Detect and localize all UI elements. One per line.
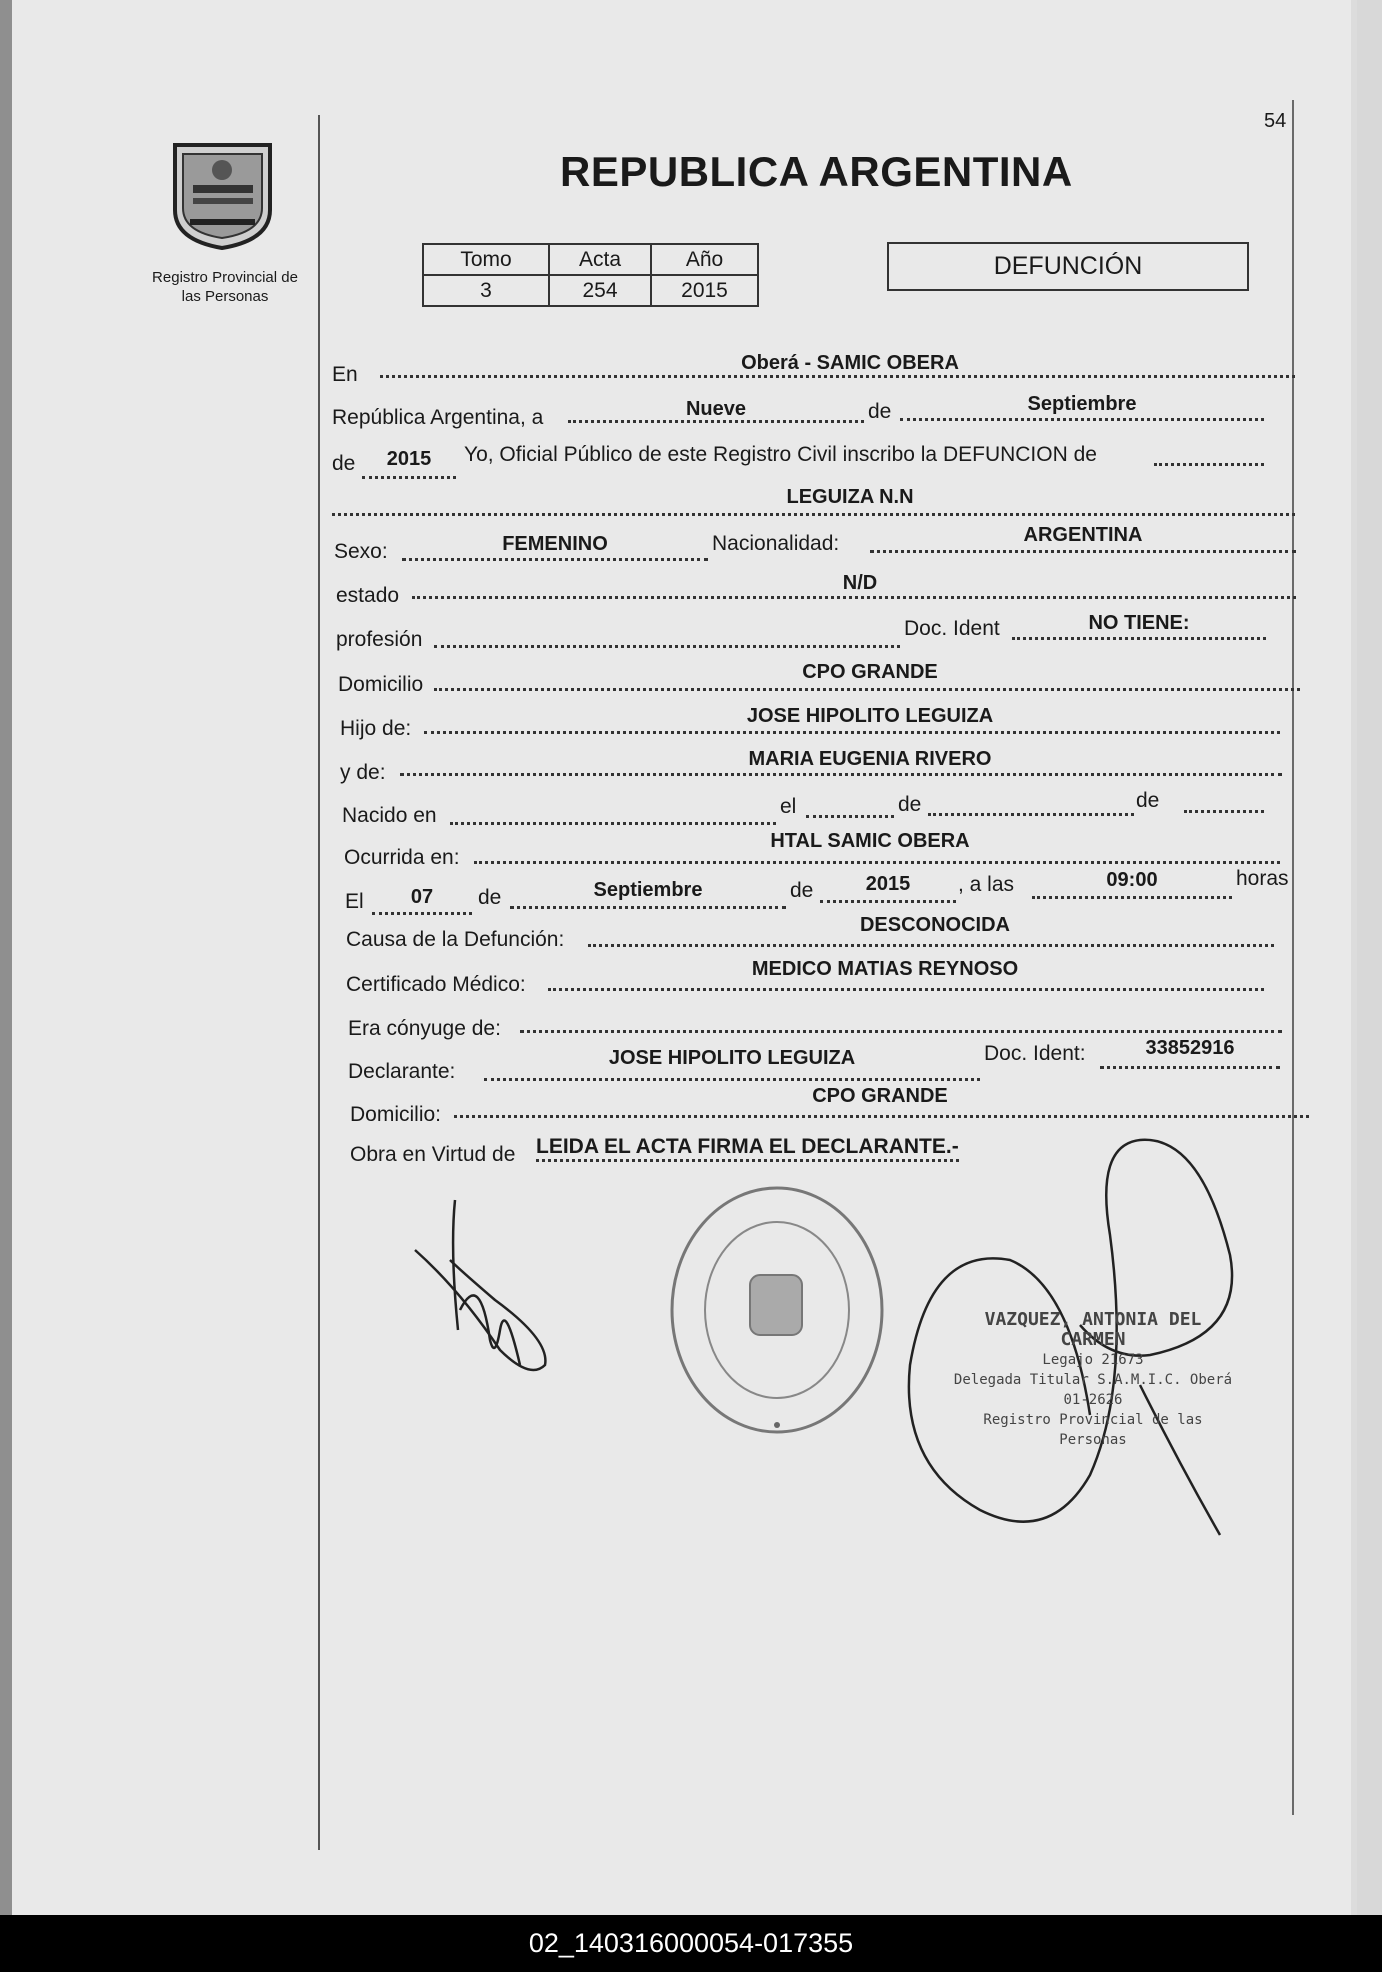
line-declarante-doc (1100, 1066, 1280, 1069)
line-domicilio (434, 688, 1300, 691)
registry-line-2: las Personas (181, 288, 269, 305)
label-domicilio-2: Domicilio: (350, 1103, 442, 1126)
registry-line-1: Registro Provincial de (152, 269, 298, 286)
line-padre (424, 731, 1280, 734)
field-doc-ident: NO TIENE: (1088, 612, 1190, 634)
tomo-header: Tomo (423, 244, 549, 275)
page-number: 54 (1264, 110, 1287, 132)
label-estado: estado (336, 584, 400, 607)
declarant-signature-icon (400, 1190, 560, 1390)
label-de-1: de (868, 400, 892, 423)
registry-name (135, 268, 315, 306)
field-padre: JOSE HIPOLITO LEGUIZA (746, 705, 994, 727)
line-domicilio-2 (454, 1115, 1309, 1118)
label-doc-ident-2: Doc. Ident: (984, 1042, 1086, 1065)
line-dia-def (372, 912, 472, 915)
field-estado: N/D (842, 572, 878, 594)
field-nombre: LEGUIZA N.N (786, 486, 914, 508)
field-anio: 2015 (386, 448, 432, 470)
official-legajo: Legajo 21673 (1042, 1352, 1144, 1368)
line-nacido-mes (928, 813, 1134, 816)
official-role: Delegada Titular S.A.M.I.C. Oberá 01-2626 (953, 1372, 1233, 1408)
field-declarante-domicilio: CPO GRANDE (812, 1085, 948, 1107)
label-obra: Obra en Virtud de (350, 1143, 516, 1166)
line-madre (400, 773, 1282, 776)
line-nacido-anio (1184, 810, 1264, 813)
acta-header: Acta (549, 244, 651, 275)
field-nacionalidad: ARGENTINA (1023, 524, 1143, 546)
label-conyuge: Era cónyuge de: (348, 1017, 501, 1040)
label-yo: Yo, Oficial Público de este Registro Civil inscribo la DEFUNCION de (464, 443, 1097, 466)
line-mes (900, 418, 1264, 421)
label-declarante: Declarante: (348, 1060, 456, 1083)
label-de-5: de (478, 886, 502, 909)
acta-value: 254 (549, 275, 651, 306)
official-org: Registro Provincial de las Personas (983, 1412, 1203, 1448)
field-causa: DESCONOCIDA (859, 914, 1010, 936)
document-title: REPUBLICA ARGENTINA (560, 148, 1073, 195)
label-sexo: Sexo: (334, 540, 388, 563)
line-sexo (402, 558, 708, 561)
label-el-2: El (345, 890, 364, 913)
label-ocurrida: Ocurrida en: (344, 846, 460, 869)
line-en (380, 375, 1295, 378)
label-causa: Causa de la Defunción: (346, 928, 565, 951)
label-de-2: de (332, 452, 356, 475)
field-dia-def: 07 (410, 886, 434, 908)
label-de-6: de (790, 879, 814, 902)
misiones-emblem-icon (165, 130, 280, 250)
field-sexo: FEMENINO (502, 533, 608, 555)
line-doc-ident (1012, 637, 1266, 640)
label-nacido-en: Nacido en (342, 804, 437, 827)
label-profesion: profesión (336, 628, 423, 651)
line-nacido-dia (806, 815, 894, 818)
field-declarante: JOSE HIPOLITO LEGUIZA (608, 1047, 856, 1069)
page-edge (1357, 0, 1382, 1915)
field-hora: 09:00 (1106, 869, 1158, 891)
line-declarante (484, 1078, 980, 1081)
label-domicilio: Domicilio (338, 673, 424, 696)
label-certificado: Certificado Médico: (346, 973, 526, 996)
margin-line-right (1292, 100, 1294, 1815)
line-nacido-lugar (450, 822, 776, 825)
field-obra: LEIDA EL ACTA FIRMA EL DECLARANTE.- (536, 1135, 959, 1162)
field-mes: Septiembre (1027, 393, 1137, 415)
tomo-value: 3 (423, 275, 549, 306)
official-name: VAZQUEZ, ANTONIA DEL CARMEN (984, 1309, 1202, 1350)
reference-table (422, 243, 759, 307)
line-nombre (332, 513, 1295, 516)
scan-id-footer: 02_140316000054-017355 (0, 1915, 1382, 1972)
line-certificado (548, 988, 1264, 991)
field-mes-def: Septiembre (593, 879, 703, 901)
field-declarante-doc: 33852916 (1145, 1037, 1235, 1059)
line-ocurrida (474, 861, 1280, 864)
label-y-de: y de: (340, 761, 386, 784)
registry-seal-icon (665, 1180, 890, 1440)
margin-line-left (318, 115, 320, 1850)
field-lugar: Oberá - SAMIC OBERA (741, 352, 959, 374)
line-hora (1032, 896, 1232, 899)
line-estado (412, 596, 1296, 599)
label-horas: horas (1236, 867, 1289, 890)
label-nacionalidad: Nacionalidad: (712, 532, 840, 555)
label-hijo-de: Hijo de: (340, 717, 412, 740)
line-nacionalidad (870, 550, 1296, 553)
line-mes-def (510, 906, 786, 909)
label-a-las: , a las (958, 873, 1015, 896)
field-dia: Nueve (685, 398, 747, 420)
label-de-3: de (898, 793, 922, 816)
field-madre: MARIA EUGENIA RIVERO (748, 748, 992, 770)
line-conyuge (520, 1030, 1282, 1033)
line-anio (362, 476, 456, 479)
label-el: el (780, 795, 797, 818)
field-domicilio: CPO GRANDE (802, 661, 938, 683)
field-certificado: MEDICO MATIAS REYNOSO (751, 958, 1019, 980)
line-causa (588, 944, 1274, 947)
label-de-4: de (1136, 789, 1160, 812)
anio-value: 2015 (651, 275, 758, 306)
line-profesion (434, 645, 900, 648)
line-anio-def (820, 900, 956, 903)
anio-header: Año (651, 244, 758, 275)
label-republica: República Argentina, a (332, 406, 544, 429)
official-stamp (948, 1310, 1238, 1450)
line-yo (1154, 463, 1264, 466)
label-en: En (332, 363, 358, 386)
field-ocurrida: HTAL SAMIC OBERA (770, 830, 970, 852)
field-anio-def: 2015 (865, 873, 911, 895)
record-type-box: DEFUNCIÓN (887, 242, 1249, 291)
label-doc-ident: Doc. Ident (904, 617, 1000, 640)
